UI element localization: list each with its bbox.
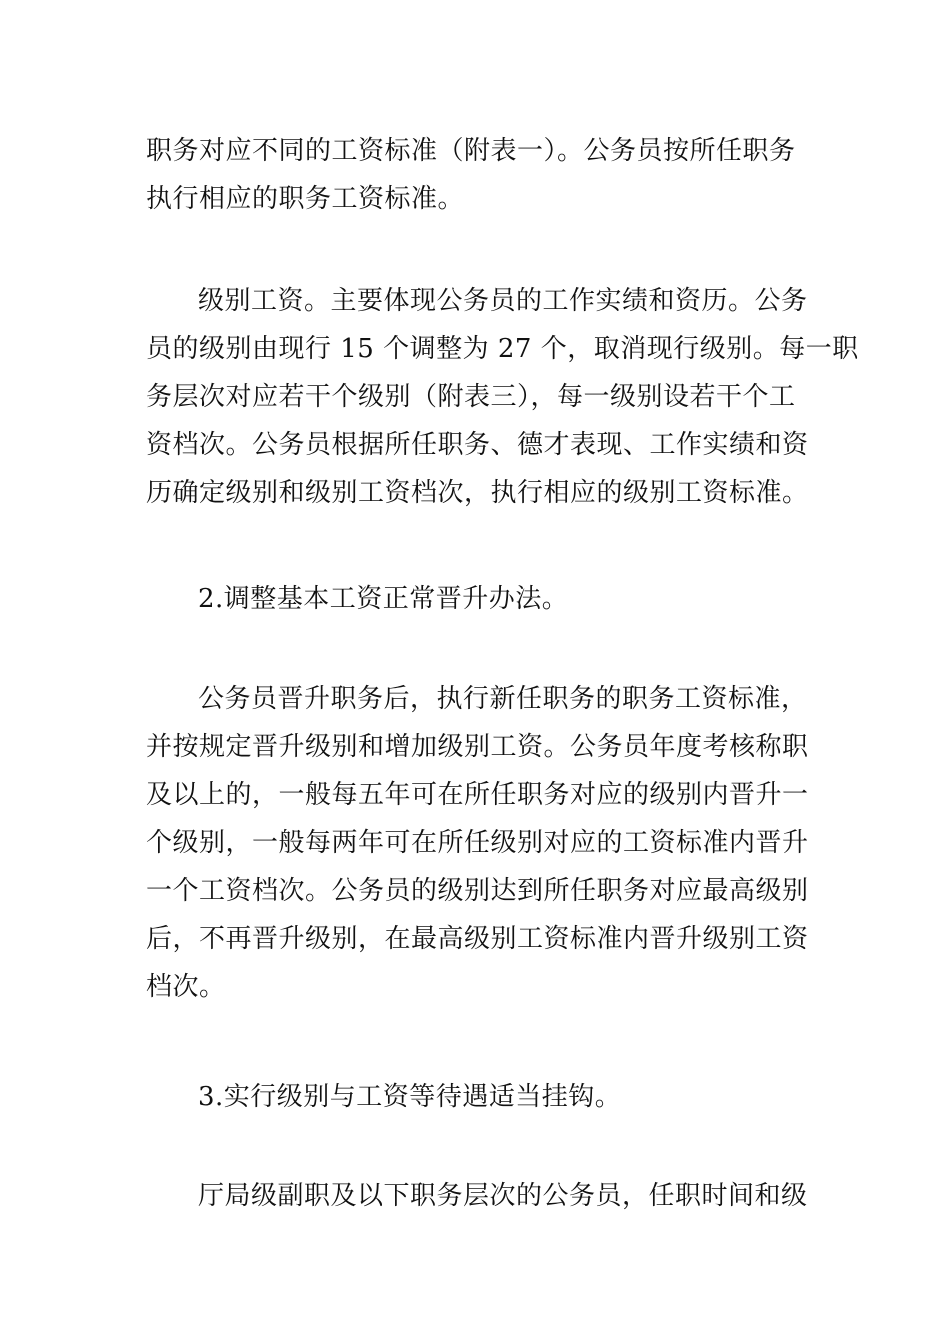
paragraph-salary-standard (146, 127, 816, 223)
text-line: 公务员晋升职务后，执行新任职务的职务工资标准， (198, 684, 808, 714)
text-line: 一个工资档次。公务员的级别达到所任职务对应最高级别 (146, 876, 809, 906)
text-line: 历确定级别和级别工资档次，执行相应的级别工资标准。 (146, 478, 809, 508)
text-line: 档次。 (146, 972, 226, 1002)
section-heading-3 (146, 1073, 816, 1121)
paragraph-bureau-level (146, 1172, 816, 1220)
text-line: 员的级别由现行 15 个调整为 27 个，取消现行级别。每一职 (146, 334, 859, 364)
paragraph-level-salary (146, 277, 859, 517)
text-line: 务层次对应若干个级别（附表三），每一级别设若干个工 (146, 382, 796, 412)
text-line: 职务对应不同的工资标准（附表一）。公务员按所任职务 (146, 136, 796, 166)
text-line: 执行相应的职务工资标准。 (146, 184, 465, 214)
text-line: 并按规定晋升级别和增加级别工资。公务员年度考核称职 (146, 732, 809, 762)
text-line: 后，不再晋升级别，在最高级别工资标准内晋升级别工资 (146, 924, 809, 954)
text-line: 级别工资。主要体现公务员的工作实绩和资历。公务 (198, 286, 808, 316)
text-line: 个级别，一般每两年可在所任级别对应的工资标准内晋升 (146, 828, 809, 858)
text-line: 资档次。公务员根据所任职务、德才表现、工作实绩和资 (146, 430, 809, 460)
text-line: 2.调整基本工资正常晋升办法。 (198, 584, 569, 614)
text-line: 3.实行级别与工资等待遇适当挂钩。 (198, 1082, 622, 1112)
paragraph-promotion (146, 675, 816, 1011)
section-heading-2 (146, 575, 816, 623)
text-line: 厅局级副职及以下职务层次的公务员，任职时间和级 (198, 1181, 808, 1211)
text-line: 及以上的，一般每五年可在所任职务对应的级别内晋升一 (146, 780, 809, 810)
